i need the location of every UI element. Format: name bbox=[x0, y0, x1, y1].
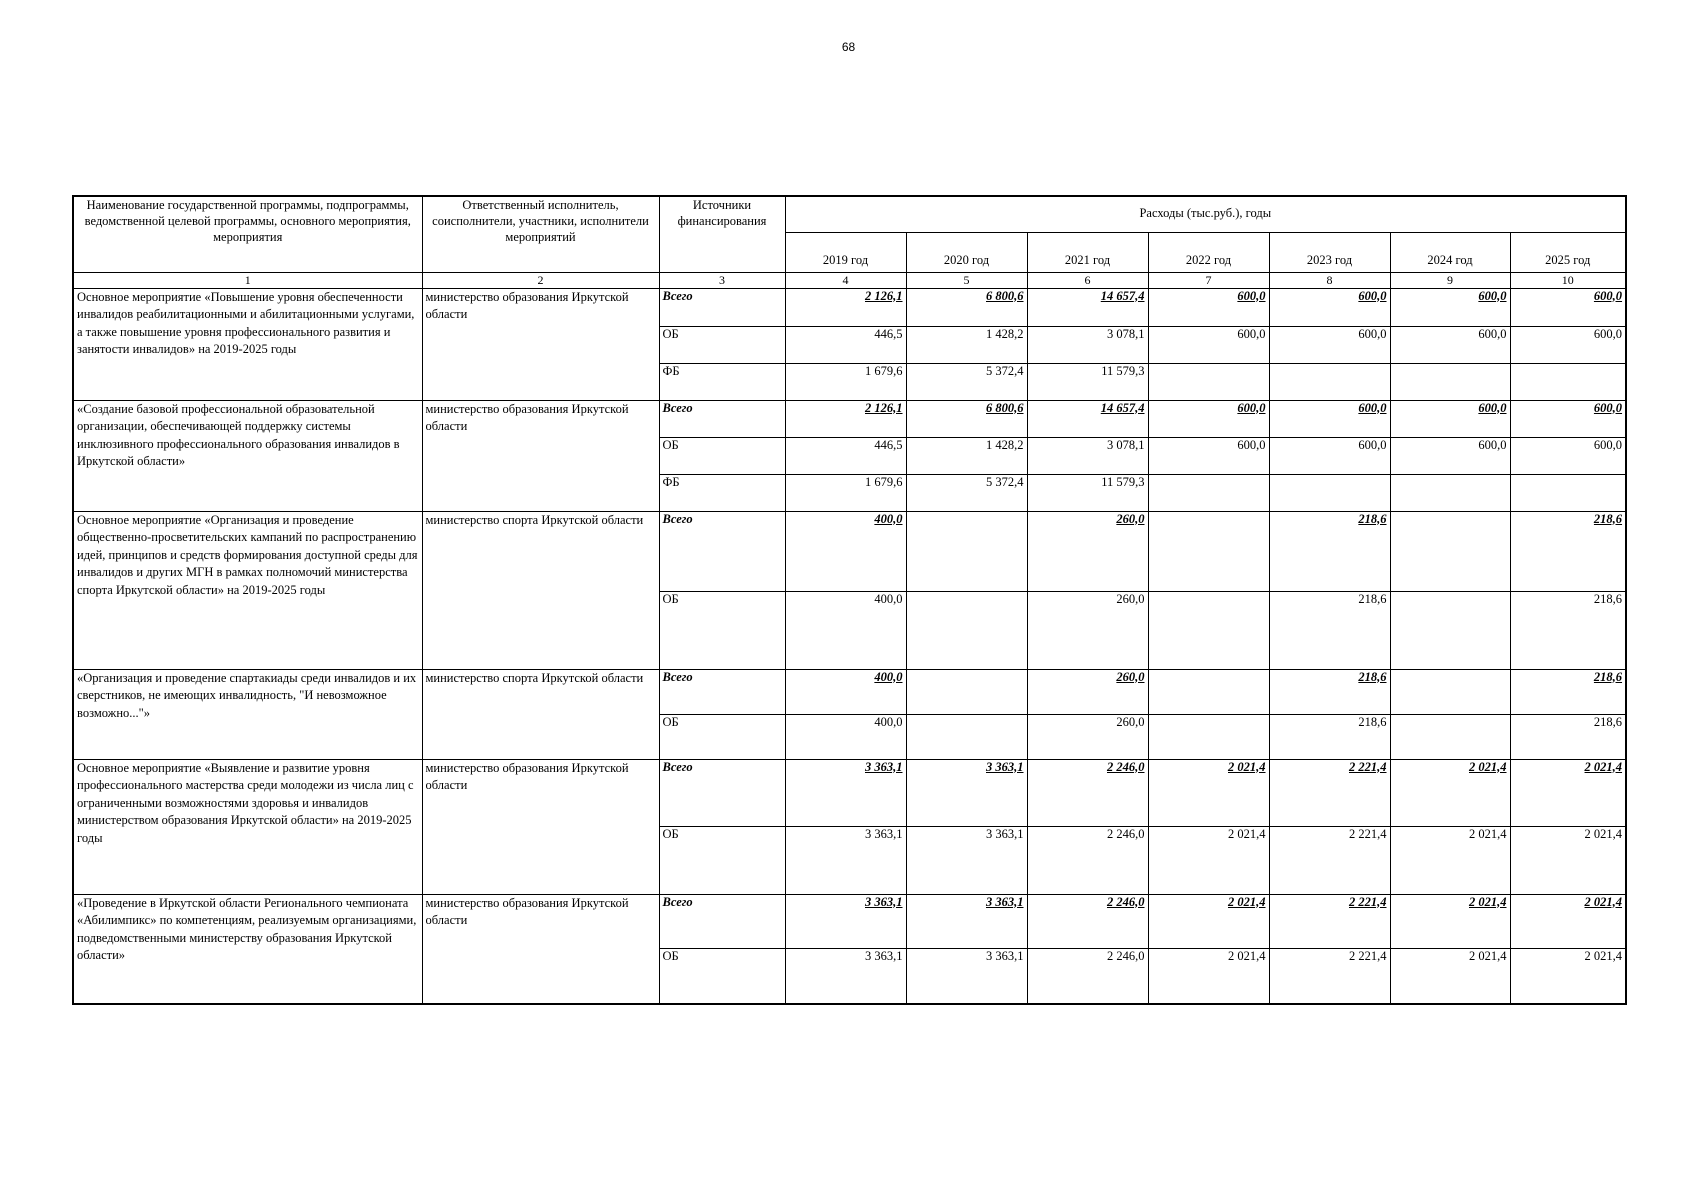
expense-value: 2 021,4 bbox=[1390, 759, 1510, 826]
activity-name: Основное мероприятие «Повышение уровня обеспеченности инвалидов реабилитационными и абилитационными услугами, а также повышение уровня профессионального развития и занятости инвалидов» на 2019-2025 годы bbox=[73, 288, 422, 400]
column-numbers-row bbox=[73, 272, 1626, 288]
expense-value bbox=[906, 669, 1027, 714]
table-row bbox=[73, 511, 1626, 591]
expense-value: 260,0 bbox=[1027, 511, 1148, 591]
header-program-name: Наименование государственной программы, подпрограммы, ведомственной целевой программы, основного мероприятия, мероприятия bbox=[73, 196, 422, 272]
funding-source: Всего bbox=[659, 511, 785, 591]
expense-value bbox=[1269, 363, 1390, 400]
expense-value: 3 363,1 bbox=[906, 948, 1027, 1004]
column-number-4: 4 bbox=[785, 272, 906, 288]
funding-source: ОБ bbox=[659, 591, 785, 669]
expense-value: 14 657,4 bbox=[1027, 288, 1148, 326]
expense-value: 3 363,1 bbox=[785, 759, 906, 826]
expense-value: 400,0 bbox=[785, 591, 906, 669]
funding-source: ОБ bbox=[659, 826, 785, 894]
table-row bbox=[73, 288, 1626, 326]
expense-value: 3 363,1 bbox=[785, 826, 906, 894]
expense-value bbox=[1148, 363, 1269, 400]
expense-value: 2 246,0 bbox=[1027, 894, 1148, 948]
expense-value bbox=[1390, 474, 1510, 511]
expense-value: 260,0 bbox=[1027, 714, 1148, 759]
expense-value: 400,0 bbox=[785, 714, 906, 759]
expense-value: 2 126,1 bbox=[785, 400, 906, 437]
expense-value: 600,0 bbox=[1148, 400, 1269, 437]
funding-source: ОБ bbox=[659, 326, 785, 363]
expense-value: 600,0 bbox=[1148, 288, 1269, 326]
expense-value: 3 363,1 bbox=[906, 894, 1027, 948]
expense-value bbox=[1148, 669, 1269, 714]
executor: министерство образования Иркутской области bbox=[422, 894, 659, 1004]
expense-value bbox=[1148, 591, 1269, 669]
column-number-6: 6 bbox=[1027, 272, 1148, 288]
expense-value: 218,6 bbox=[1510, 669, 1626, 714]
expense-value: 3 363,1 bbox=[906, 759, 1027, 826]
expense-value: 2 221,4 bbox=[1269, 948, 1390, 1004]
expense-value: 600,0 bbox=[1510, 437, 1626, 474]
funding-source: Всего bbox=[659, 400, 785, 437]
expense-value: 2 246,0 bbox=[1027, 826, 1148, 894]
activity-name: Основное мероприятие «Выявление и развитие уровня профессионального мастерства среди молодежи из числа лиц с ограниченными возможностями здоровья и инвалидов министерством образования Иркутской области» на 2019-2025 годы bbox=[73, 759, 422, 894]
expense-value: 2 021,4 bbox=[1510, 759, 1626, 826]
expense-value: 2 021,4 bbox=[1148, 894, 1269, 948]
expense-value bbox=[1269, 474, 1390, 511]
expense-value: 218,6 bbox=[1510, 511, 1626, 591]
expense-value: 260,0 bbox=[1027, 669, 1148, 714]
header-sources: Источники финансирования bbox=[659, 196, 785, 272]
header-year-7: 2025 год bbox=[1510, 232, 1626, 272]
expense-value bbox=[906, 511, 1027, 591]
header-year-5: 2023 год bbox=[1269, 232, 1390, 272]
expense-value: 14 657,4 bbox=[1027, 400, 1148, 437]
expense-value: 600,0 bbox=[1269, 400, 1390, 437]
expense-value: 260,0 bbox=[1027, 591, 1148, 669]
column-number-7: 7 bbox=[1148, 272, 1269, 288]
expense-value bbox=[1390, 363, 1510, 400]
expense-value: 2 246,0 bbox=[1027, 948, 1148, 1004]
expense-value: 2 221,4 bbox=[1269, 894, 1390, 948]
expense-value: 1 679,6 bbox=[785, 363, 906, 400]
expense-value: 3 363,1 bbox=[785, 894, 906, 948]
expense-value: 600,0 bbox=[1390, 326, 1510, 363]
expense-value: 11 579,3 bbox=[1027, 363, 1148, 400]
expense-value: 2 021,4 bbox=[1148, 826, 1269, 894]
expense-value: 6 800,6 bbox=[906, 288, 1027, 326]
expense-value: 2 246,0 bbox=[1027, 759, 1148, 826]
expense-value bbox=[1390, 591, 1510, 669]
expense-value: 218,6 bbox=[1510, 714, 1626, 759]
expense-value: 600,0 bbox=[1390, 288, 1510, 326]
header-year-2: 2020 год bbox=[906, 232, 1027, 272]
expense-value: 600,0 bbox=[1148, 437, 1269, 474]
header-year-1: 2019 год bbox=[785, 232, 906, 272]
expense-value: 400,0 bbox=[785, 669, 906, 714]
expense-value bbox=[1148, 714, 1269, 759]
expense-value: 2 021,4 bbox=[1390, 826, 1510, 894]
expense-value bbox=[1148, 474, 1269, 511]
funding-source: ФБ bbox=[659, 474, 785, 511]
header-year-4: 2022 год bbox=[1148, 232, 1269, 272]
executor: министерство спорта Иркутской области bbox=[422, 511, 659, 669]
executor: министерство образования Иркутской области bbox=[422, 288, 659, 400]
expense-value: 2 021,4 bbox=[1390, 894, 1510, 948]
funding-source: Всего bbox=[659, 759, 785, 826]
expense-value bbox=[906, 714, 1027, 759]
table-row bbox=[73, 400, 1626, 437]
expense-value: 5 372,4 bbox=[906, 474, 1027, 511]
executor: министерство образования Иркутской области bbox=[422, 400, 659, 511]
header-expenses: Расходы (тыс.руб.), годы bbox=[785, 196, 1626, 232]
column-number-5: 5 bbox=[906, 272, 1027, 288]
expense-value: 2 021,4 bbox=[1510, 894, 1626, 948]
expense-value: 218,6 bbox=[1269, 591, 1390, 669]
expense-value: 600,0 bbox=[1269, 288, 1390, 326]
column-number-2: 2 bbox=[422, 272, 659, 288]
column-number-10: 10 bbox=[1510, 272, 1626, 288]
expense-value: 2 021,4 bbox=[1510, 948, 1626, 1004]
expense-value: 2 021,4 bbox=[1510, 826, 1626, 894]
expense-value: 600,0 bbox=[1510, 400, 1626, 437]
expense-value: 218,6 bbox=[1269, 714, 1390, 759]
table-row bbox=[73, 669, 1626, 714]
header-year-6: 2024 год bbox=[1390, 232, 1510, 272]
column-number-3: 3 bbox=[659, 272, 785, 288]
expense-value: 600,0 bbox=[1390, 400, 1510, 437]
expense-value: 1 428,2 bbox=[906, 326, 1027, 363]
expense-value: 1 428,2 bbox=[906, 437, 1027, 474]
table-row bbox=[73, 894, 1626, 948]
expense-value: 600,0 bbox=[1269, 437, 1390, 474]
header-executor: Ответственный исполнитель, соисполнители, участники, исполнители мероприятий bbox=[422, 196, 659, 272]
funding-source: ОБ bbox=[659, 437, 785, 474]
expense-value bbox=[1390, 511, 1510, 591]
expense-value: 600,0 bbox=[1148, 326, 1269, 363]
expense-value bbox=[1148, 511, 1269, 591]
activity-name: Основное мероприятие «Организация и проведение общественно-просветительских кампаний по распространению идей, принципов и средств формирования доступной среды для инвалидов и других МГН в рамках полномочий министерства спорта Иркутской области» на 2019-2025 годы bbox=[73, 511, 422, 669]
funding-source: Всего bbox=[659, 669, 785, 714]
expense-value bbox=[1390, 714, 1510, 759]
expense-value: 2 021,4 bbox=[1390, 948, 1510, 1004]
expense-value: 2 021,4 bbox=[1148, 759, 1269, 826]
expense-value bbox=[906, 591, 1027, 669]
expense-value bbox=[1510, 474, 1626, 511]
column-number-1: 1 bbox=[73, 272, 422, 288]
expense-value: 446,5 bbox=[785, 437, 906, 474]
header-year-3: 2021 год bbox=[1027, 232, 1148, 272]
funding-source: ОБ bbox=[659, 948, 785, 1004]
expense-value: 3 363,1 bbox=[785, 948, 906, 1004]
budget-table bbox=[72, 195, 1627, 1005]
funding-source: Всего bbox=[659, 288, 785, 326]
funding-source: ОБ bbox=[659, 714, 785, 759]
expense-value: 218,6 bbox=[1269, 669, 1390, 714]
expense-value: 5 372,4 bbox=[906, 363, 1027, 400]
activity-name: «Организация и проведение спартакиады среди инвалидов и их сверстников, не имеющих инвалидность, "И невозможное возможно..."» bbox=[73, 669, 422, 759]
expense-value: 3 363,1 bbox=[906, 826, 1027, 894]
expense-value: 1 679,6 bbox=[785, 474, 906, 511]
expense-value: 446,5 bbox=[785, 326, 906, 363]
expense-value: 2 221,4 bbox=[1269, 759, 1390, 826]
column-number-8: 8 bbox=[1269, 272, 1390, 288]
expense-value: 3 078,1 bbox=[1027, 326, 1148, 363]
expense-value: 400,0 bbox=[785, 511, 906, 591]
expense-value: 218,6 bbox=[1510, 591, 1626, 669]
activity-name: «Проведение в Иркутской области Регионального чемпионата «Абилимпикс» по компетенциям, реализуемым организациями, подведомственными министерству образования Иркутской области» bbox=[73, 894, 422, 1004]
expense-value: 2 021,4 bbox=[1148, 948, 1269, 1004]
activity-name: «Создание базовой профессиональной образовательной организации, обеспечивающей поддержку системы инклюзивного профессионального образования инвалидов в Иркутской области» bbox=[73, 400, 422, 511]
expense-value: 6 800,6 bbox=[906, 400, 1027, 437]
expense-value: 218,6 bbox=[1269, 511, 1390, 591]
column-number-9: 9 bbox=[1390, 272, 1510, 288]
page-number: 68 bbox=[841, 40, 856, 54]
executor: министерство образования Иркутской области bbox=[422, 759, 659, 894]
expense-value: 2 221,4 bbox=[1269, 826, 1390, 894]
funding-source: Всего bbox=[659, 894, 785, 948]
expense-value: 600,0 bbox=[1510, 288, 1626, 326]
expense-value: 3 078,1 bbox=[1027, 437, 1148, 474]
expense-value: 11 579,3 bbox=[1027, 474, 1148, 511]
expense-value: 2 126,1 bbox=[785, 288, 906, 326]
expense-value bbox=[1390, 669, 1510, 714]
executor: министерство спорта Иркутской области bbox=[422, 669, 659, 759]
expense-value bbox=[1510, 363, 1626, 400]
expense-value: 600,0 bbox=[1390, 437, 1510, 474]
table-row bbox=[73, 759, 1626, 826]
expense-value: 600,0 bbox=[1269, 326, 1390, 363]
expense-value: 600,0 bbox=[1510, 326, 1626, 363]
funding-source: ФБ bbox=[659, 363, 785, 400]
